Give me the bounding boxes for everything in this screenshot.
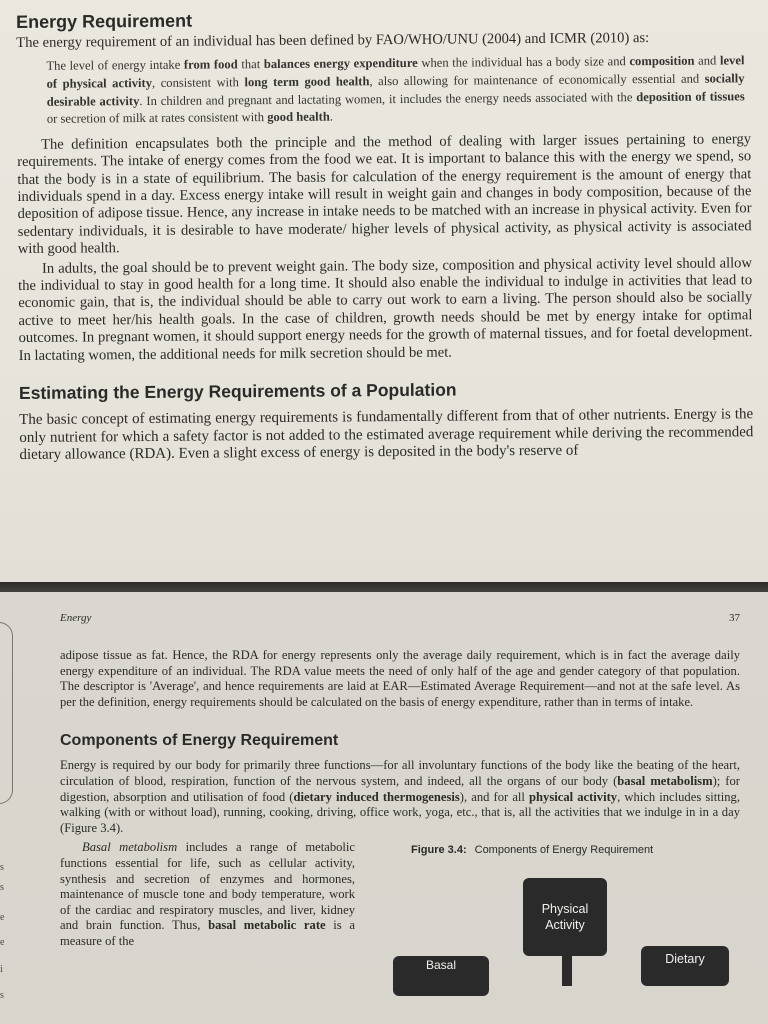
running-head: [60, 612, 740, 630]
quote-text: , consistent with: [151, 75, 245, 90]
diagram-connector: [562, 956, 572, 986]
body-text: ), and for all: [459, 789, 530, 804]
paragraph-basal-metabolism: [60, 840, 355, 949]
quote-bold: from food: [183, 57, 238, 73]
body-text: is a measure of the: [60, 918, 355, 948]
paragraph-adults: In adults, the goal should be to prevent weight gain. The body size, composition and physical activity level should allow the individual to stay in good health for a long time. It should also enable the individual to indulge in activities that lead to economic gain, that is, the individual should be able to carry out work to earn a living. The person should also be socially active to meet her/his health goals. In the case of children, growth needs should be met by energy intake for optimal outcomes. In pregnant women, it should support energy needs for the growth of maternal tissues, and for foetal development. In lactating women, the additional needs for milk secretion should be met.: [18, 254, 753, 364]
body-bold: dietary induced thermogenesis: [293, 789, 460, 804]
quote-text: when the individual has a body size and: [417, 54, 630, 71]
running-head-title: Energy: [60, 612, 92, 624]
facing-page-mark: e: [0, 937, 5, 948]
paragraph-components: [60, 758, 740, 836]
paragraph-continued: adipose tissue as fat. Hence, the RDA for energy represents only the average daily requirement, which is in fact the average daily energy expenditure of an individual. The RDA value meets the need of only half of the age and gender category of that population. The descriptor is 'Average', and hence requirements are laid at EAR—Estimated Average Requirement—and not at the safe level. As per the definition, energy requirements should be calculated on the basis of energy expenditure, rather than in terms of intake.: [60, 648, 740, 709]
quote-text: .: [329, 109, 334, 124]
quote-bold: socially desirable activity: [46, 71, 745, 109]
page-37-content: [60, 612, 740, 980]
two-column-region: [60, 840, 740, 980]
body-text: includes a range of metabolic functions essential for life, such as cellular activity, synthesis and secretion of enzymes and hormones, maintenance of muscle tone and body temperature, work of the cardiac and respiratory muscles, and liver, kidney and brain function. Thus,: [60, 840, 355, 933]
diagram-box-basal: Basal: [393, 956, 489, 996]
body-bold: physical activity: [529, 789, 618, 804]
section-heading-energy-requirement: Energy Requirement: [16, 10, 193, 32]
quote-bold: level of physical activity: [46, 53, 745, 91]
quote-text: , also allowing for maintenance of economically essential and: [369, 71, 705, 89]
facing-page-mark: s: [0, 990, 4, 1001]
box-label-line: Physical: [541, 902, 589, 917]
body-text: Energy is required by our body for primarily three functions—for all involuntary functions of the body like the beating of the heart, circulation of blood, respiration, function of the nervous system, and indeed, all the organs of our body (: [60, 758, 740, 788]
quote-bold: deposition of tissues: [636, 88, 745, 104]
quote-text: The level of energy intake: [46, 58, 184, 74]
paragraph-estimating: The basic concept of estimating energy requirements is fundamentally different from that of other nutrients. Energy is the only nutrient for which a safety factor is not added to the estimated average requirement while deriving the recommended dietary allowance (RDA). Even a slight excess of energy is deposited in the body's reserve of: [19, 406, 754, 464]
page-36-content: [16, 6, 754, 464]
definition-quote: [46, 53, 745, 129]
facing-page-mark: i: [0, 964, 3, 975]
intro-paragraph: The energy requirement of an individual has been defined by FAO/WHO/UNU (2004) and ICMR (2010) as:: [16, 30, 650, 51]
section-heading-estimating: Estimating the Energy Requirements of a Population: [18, 379, 457, 404]
page-curl-edge: [0, 622, 13, 804]
page-37: [0, 592, 768, 1024]
body-bold: basal metabolic rate: [208, 918, 326, 933]
quote-bold: good health: [267, 109, 330, 125]
figure-caption: [411, 844, 653, 856]
diagram-box-dietary: Dietary: [641, 946, 729, 986]
body-text: ); for digestion, absorption and utilisation of food (: [60, 773, 740, 804]
diagram-box-physical-activity: [523, 878, 607, 956]
figure-label: Figure 3.4:: [411, 844, 467, 857]
figure-3-4: [405, 840, 745, 980]
quote-text: or secretion of milk at rates consistent with: [46, 110, 268, 126]
paragraph-definition: The definition encapsulates both the principle and the method of dealing with larger issues pertaining to energy requirements. The intake of energy comes from the food we eat. It is important to balance this with the energy we spend, so that the body is in a state of equilibrium. The basis for calculation of the energy requirement is the amount of energy that individuals spend in a day. Excess energy intake will result in weight gain and changes in body composition, because of the deposition of adipose tissue. Hence, any increase in intake needs to be matched with an increase in physical activity. Even for sedentary individuals, it is desirable to have moderate/ higher levels of physical activity, as physical activity is associated with good health.: [17, 131, 752, 258]
quote-text: . In children and pregnant and lactating women, it includes the energy needs associated with the: [139, 89, 637, 108]
facing-page-mark: s: [0, 882, 4, 893]
body-italic: Basal metabolism: [82, 840, 178, 855]
quote-bold: composition: [629, 54, 695, 69]
body-bold: basal metabolism: [617, 773, 713, 788]
quote-bold: balances energy expenditure: [263, 56, 418, 72]
quote-text: that: [237, 57, 264, 72]
body-text: , which includes sitting, walking (with or without load), running, cooking, driving, office work, yoga, etc., that is, all the activities that we indulge in in a day (Figure 3.4).: [60, 789, 740, 835]
bmr-column: [60, 840, 355, 949]
figure-title: Components of Energy Requirement: [474, 844, 654, 857]
section-heading-components: Components of Energy Requirement: [60, 732, 339, 750]
quote-bold: long term good health: [244, 74, 370, 90]
quote-text: and: [694, 53, 720, 69]
facing-page-mark: s: [0, 862, 4, 873]
page-number: 37: [729, 612, 740, 624]
facing-page-mark: e: [0, 912, 5, 923]
box-label-line: Activity: [545, 918, 585, 933]
